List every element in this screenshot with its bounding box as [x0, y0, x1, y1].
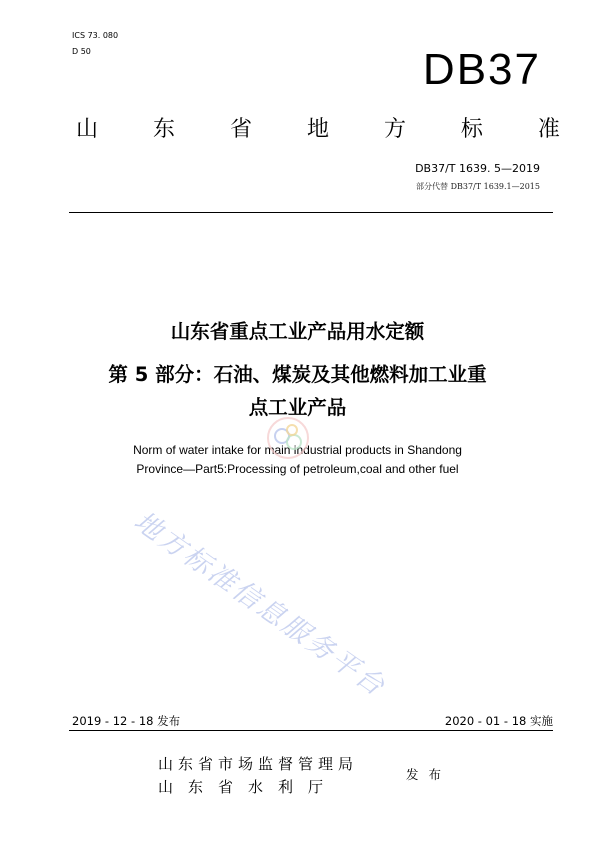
- bottom-divider: [69, 730, 553, 731]
- top-divider: [69, 212, 553, 213]
- standard-type-heading: [76, 116, 560, 144]
- issuer-water-resources: 山 东 省 水 利 厅: [158, 778, 324, 796]
- title-line-1: 山东省重点工业产品用水定额: [170, 320, 425, 343]
- english-title-line-1: Norm of water intake for main industrial products in Shandong: [133, 443, 462, 457]
- standard-type-char: 东: [152, 117, 175, 142]
- standard-type-char: 地: [306, 117, 329, 142]
- standard-type-char: 标: [460, 117, 483, 142]
- db37-logo: DB37: [422, 45, 541, 94]
- title-line-2: 第 5 部分：石油、煤炭及其他燃料加工业重: [108, 363, 487, 386]
- issue-action: 发 布: [406, 767, 444, 782]
- title-line-3: 点工业产品: [248, 396, 347, 419]
- english-title-line-2: Province—Part5:Processing of petroleum,coal and other fuel: [136, 462, 459, 476]
- issuer-market-regulation: 山东省市场监督管理局: [158, 755, 359, 773]
- implement-date: 2020 - 01 - 18 实施: [444, 714, 553, 728]
- ics-code: ICS 73. 080: [72, 31, 119, 40]
- standard-type-char: 省: [229, 117, 252, 142]
- watermark-text: 地方标准信息服务平台: [128, 505, 392, 704]
- publish-date: 2019 - 12 - 18 发布: [72, 714, 181, 728]
- watermark-logo-icon: [262, 412, 314, 464]
- standard-code: DB37/T 1639. 5—2019: [415, 162, 540, 175]
- replaces-note: 部分代替 DB37/T 1639.1—2015: [416, 182, 540, 191]
- standard-type-char: 准: [537, 117, 560, 142]
- standard-type-char: 方: [383, 117, 406, 142]
- standard-type-char: 山: [76, 117, 99, 142]
- classification-code: D 50: [72, 47, 91, 56]
